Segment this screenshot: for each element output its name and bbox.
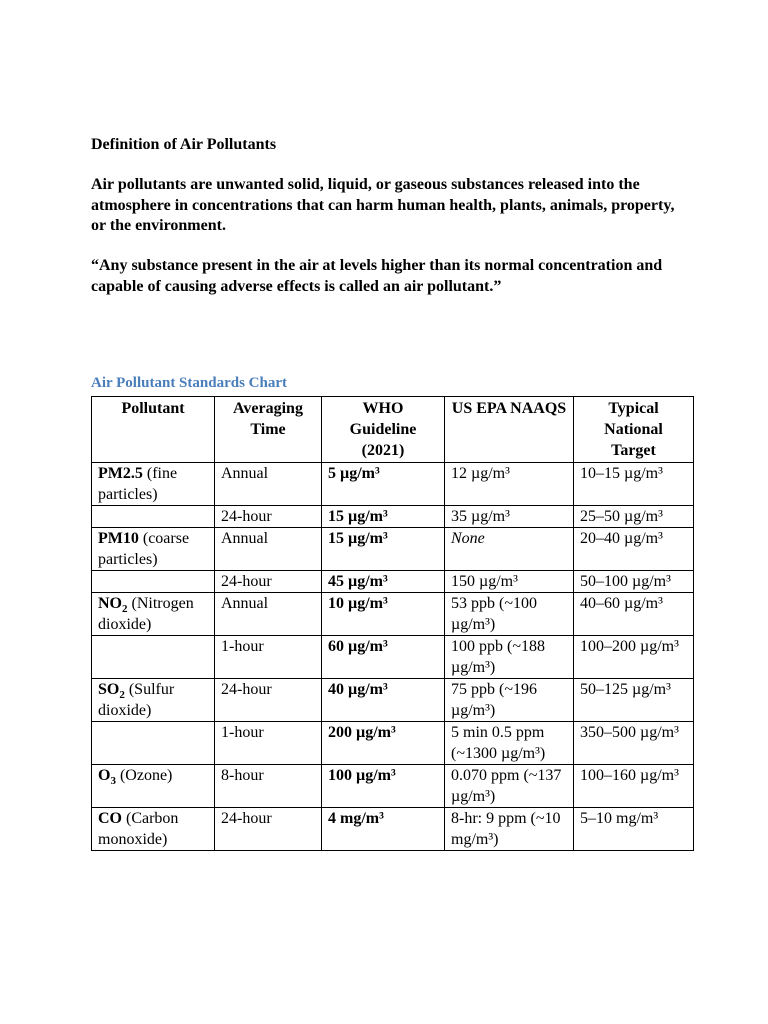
- cell-national-target: 50–125 µg/m³: [574, 679, 694, 722]
- header-us-epa: US EPA NAAQS: [445, 397, 574, 463]
- pollutant-name: CO: [98, 810, 122, 827]
- cell-who-guideline: 100 µg/m³: [322, 765, 445, 808]
- cell-averaging-time: 24-hour: [215, 571, 322, 593]
- table-header-row: [92, 397, 694, 463]
- cell-us-epa: None: [445, 528, 574, 571]
- cell-national-target: 350–500 µg/m³: [574, 722, 694, 765]
- cell-who-guideline: 4 mg/m³: [322, 808, 445, 851]
- header-who-guideline: WHO Guideline (2021): [322, 397, 445, 463]
- cell-us-epa: 35 µg/m³: [445, 506, 574, 528]
- cell-averaging-time: Annual: [215, 593, 322, 636]
- header-averaging-time: Averaging Time: [215, 397, 322, 463]
- cell-national-target: 25–50 µg/m³: [574, 506, 694, 528]
- page-heading: Definition of Air Pollutants: [91, 136, 277, 153]
- definition-paragraph: Air pollutants are unwanted solid, liquid, or gaseous substances released into the atmosphere in concentrations that can harm human health, plants, animals, property, or the environment.: [91, 176, 675, 234]
- standards-table: [91, 396, 694, 851]
- cell-pollutant: [92, 506, 215, 528]
- table-row: [92, 765, 694, 808]
- cell-pollutant: [92, 808, 215, 851]
- cell-pollutant: [92, 463, 215, 506]
- table-title: Air Pollutant Standards Chart: [91, 375, 287, 391]
- cell-averaging-time: Annual: [215, 463, 322, 506]
- cell-who-guideline: 10 µg/m³: [322, 593, 445, 636]
- pollutant-name: PM10: [98, 530, 139, 547]
- cell-pollutant: [92, 722, 215, 765]
- table-row: [92, 571, 694, 593]
- pollutant-description: (Sulfur dioxide): [98, 681, 175, 719]
- cell-who-guideline: 45 µg/m³: [322, 571, 445, 593]
- table-row: [92, 506, 694, 528]
- cell-pollutant: [92, 571, 215, 593]
- table-row: [92, 593, 694, 636]
- cell-who-guideline: 15 µg/m³: [322, 506, 445, 528]
- cell-national-target: 50–100 µg/m³: [574, 571, 694, 593]
- table-row: [92, 528, 694, 571]
- pollutant-subscript: 3: [110, 775, 116, 788]
- table-row: [92, 808, 694, 851]
- pollutant-subscript: 2: [119, 689, 125, 702]
- pollutant-name: SO: [98, 681, 120, 698]
- cell-averaging-time: 1-hour: [215, 636, 322, 679]
- table-row: [92, 679, 694, 722]
- definition-quote: “Any substance present in the air at levels higher than its normal concentration and capable of causing adverse effects is called an air pollutant.”: [91, 257, 663, 295]
- cell-who-guideline: 40 µg/m³: [322, 679, 445, 722]
- cell-us-epa: 0.070 ppm (~137 µg/m³): [445, 765, 574, 808]
- cell-who-guideline: 5 µg/m³: [322, 463, 445, 506]
- cell-pollutant: [92, 528, 215, 571]
- pollutant-name: NO: [98, 595, 122, 612]
- pollutant-description: (coarse particles): [98, 530, 190, 568]
- cell-averaging-time: 1-hour: [215, 722, 322, 765]
- pollutant-subscript: 2: [122, 603, 128, 616]
- cell-us-epa: 53 ppb (~100 µg/m³): [445, 593, 574, 636]
- cell-national-target: 100–160 µg/m³: [574, 765, 694, 808]
- cell-averaging-time: 24-hour: [215, 506, 322, 528]
- cell-national-target: 100–200 µg/m³: [574, 636, 694, 679]
- cell-averaging-time: 8-hour: [215, 765, 322, 808]
- cell-pollutant: [92, 593, 215, 636]
- cell-who-guideline: 15 µg/m³: [322, 528, 445, 571]
- cell-national-target: 5–10 mg/m³: [574, 808, 694, 851]
- table-row: [92, 722, 694, 765]
- cell-who-guideline: 200 µg/m³: [322, 722, 445, 765]
- cell-national-target: 40–60 µg/m³: [574, 593, 694, 636]
- pollutant-name: PM2.5: [98, 465, 143, 482]
- cell-us-epa: 5 min 0.5 ppm (~1300 µg/m³): [445, 722, 574, 765]
- pollutant-description: (Carbon monoxide): [98, 810, 179, 848]
- cell-us-epa: 100 ppb (~188 µg/m³): [445, 636, 574, 679]
- cell-us-epa: 12 µg/m³: [445, 463, 574, 506]
- pollutant-description: (Ozone): [115, 767, 173, 784]
- pollutant-description: (fine particles): [98, 465, 178, 503]
- cell-pollutant: [92, 679, 215, 722]
- cell-pollutant: [92, 765, 215, 808]
- cell-averaging-time: Annual: [215, 528, 322, 571]
- table-row: [92, 463, 694, 506]
- cell-us-epa: 75 ppb (~196 µg/m³): [445, 679, 574, 722]
- cell-national-target: 10–15 µg/m³: [574, 463, 694, 506]
- cell-pollutant: [92, 636, 215, 679]
- cell-who-guideline: 60 µg/m³: [322, 636, 445, 679]
- cell-us-epa: 150 µg/m³: [445, 571, 574, 593]
- pollutant-name: O: [98, 767, 111, 784]
- cell-averaging-time: 24-hour: [215, 808, 322, 851]
- header-pollutant: Pollutant: [92, 397, 215, 463]
- cell-us-epa: 8-hr: 9 ppm (~10 mg/m³): [445, 808, 574, 851]
- header-national-target: Typical National Target: [574, 397, 694, 463]
- cell-averaging-time: 24-hour: [215, 679, 322, 722]
- table-row: [92, 636, 694, 679]
- cell-national-target: 20–40 µg/m³: [574, 528, 694, 571]
- pollutant-description: (Nitrogen dioxide): [98, 595, 194, 633]
